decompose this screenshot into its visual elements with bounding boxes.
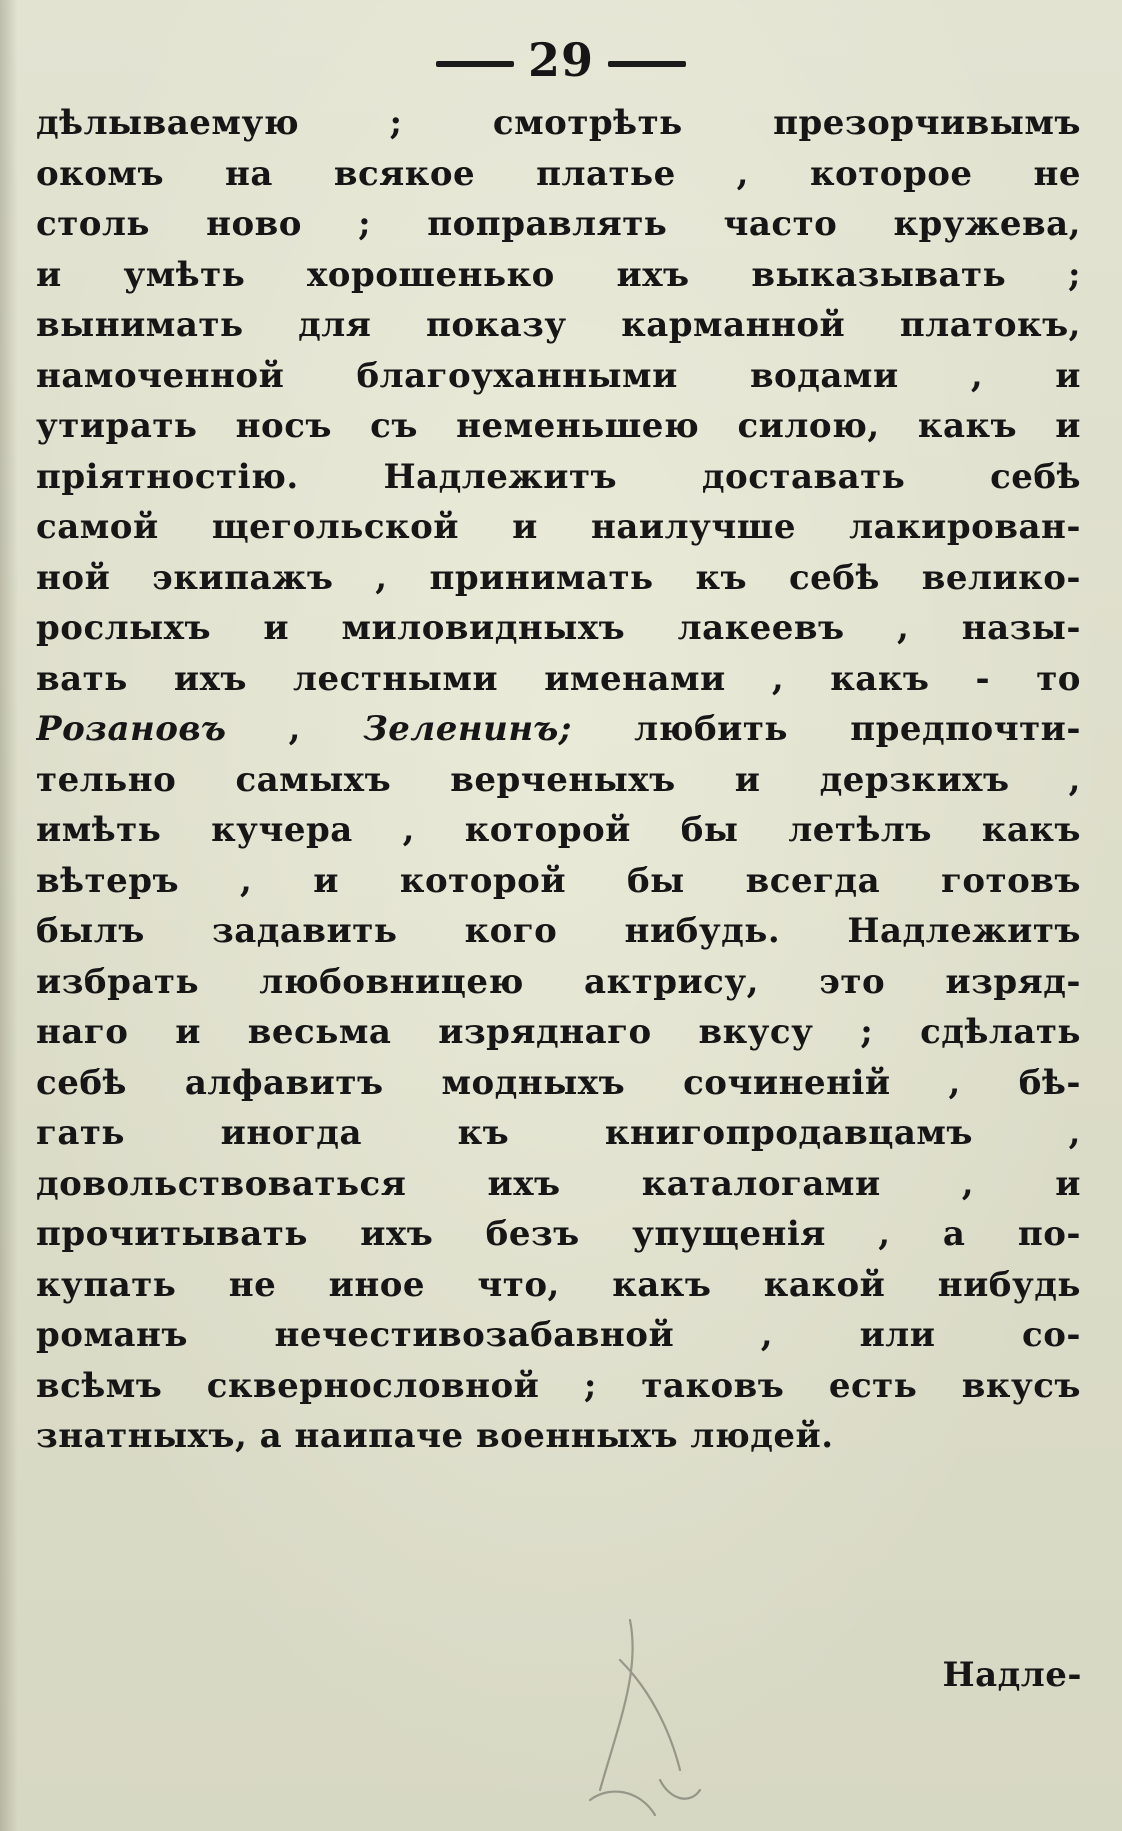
- text-line: вать ихъ лестными именами , какъ - то: [36, 658, 1081, 699]
- text-line: гать иногда къ книгопродавцамъ ,: [36, 1113, 1081, 1153]
- text-line: прочитывать ихъ безъ упущенія , а по-: [36, 1214, 1081, 1254]
- text-line: тельно самыхъ верченыхъ и дерзкихъ ,: [36, 759, 1081, 800]
- text-line: вѣтеръ , и которой бы всегда готовъ: [36, 860, 1081, 901]
- left-dash-rule: [436, 61, 514, 67]
- text-line: столь ново ; поправлять часто кружева,: [36, 204, 1081, 244]
- text-line: романъ нечестивозабавной , или со-: [36, 1315, 1081, 1355]
- text-line-with-italic-names: Розановъ , Зеленинъ; любить предпочти-: [36, 709, 1081, 749]
- text-line: дѣлываемую ; смотрѣть презорчивымъ: [36, 103, 1081, 143]
- text-line: вынимать для показу карманной платокъ,: [36, 305, 1081, 345]
- page-number: 29: [527, 33, 594, 87]
- text-line: ной экипажъ , принимать къ себѣ велико-: [36, 557, 1081, 598]
- pencil-marginalia-scribble: [560, 1600, 820, 1831]
- body-text: [36, 98, 1081, 1462]
- italic-name-rozanov: Розановъ: [36, 709, 227, 749]
- text-line: утирать носъ съ неменьшею силою, какъ и: [36, 406, 1081, 446]
- text-line: былъ задавить кого нибудь. Надлежитъ: [36, 911, 1081, 951]
- text-line: избрать любовницею актрису, это изряд-: [36, 961, 1081, 1002]
- text-line: намоченной благоуханными водами , и: [36, 355, 1081, 396]
- right-dash-rule: [608, 61, 686, 67]
- text-line: наго и весьма изряднаго вкусу ; сдѣлать: [36, 1012, 1081, 1052]
- text-line-last: знатныхъ, а наипаче военныхъ людей.: [36, 1416, 834, 1456]
- text-line: самой щегольской и наилучше лакирован-: [36, 507, 1081, 547]
- text-line: и умѣть хорошенько ихъ выказывать ;: [36, 254, 1081, 295]
- text-line: купать не иное что, какъ какой нибудь: [36, 1264, 1081, 1305]
- text-line: всѣмъ сквернословной ; таковъ есть вкусъ: [36, 1365, 1081, 1406]
- italic-name-zelenin: Зеленинъ;: [363, 709, 572, 749]
- text-line: себѣ алфавитъ модныхъ сочиненій , бѣ-: [36, 1062, 1081, 1103]
- text-line: имѣть кучера , которой бы летѣлъ какъ: [36, 810, 1081, 850]
- page-header: [0, 30, 1122, 90]
- text-line: рослыхъ и миловидныхъ лакеевъ , назы-: [36, 608, 1081, 648]
- catchword: Надле-: [942, 1655, 1082, 1695]
- text-line: окомъ на всякое платье , которое не: [36, 153, 1081, 194]
- text-line: довольствоваться ихъ каталогами , и: [36, 1163, 1081, 1204]
- text-line: пріятностію. Надлежитъ доставать себѣ: [36, 456, 1081, 497]
- page-edge-shadow: [0, 0, 18, 1831]
